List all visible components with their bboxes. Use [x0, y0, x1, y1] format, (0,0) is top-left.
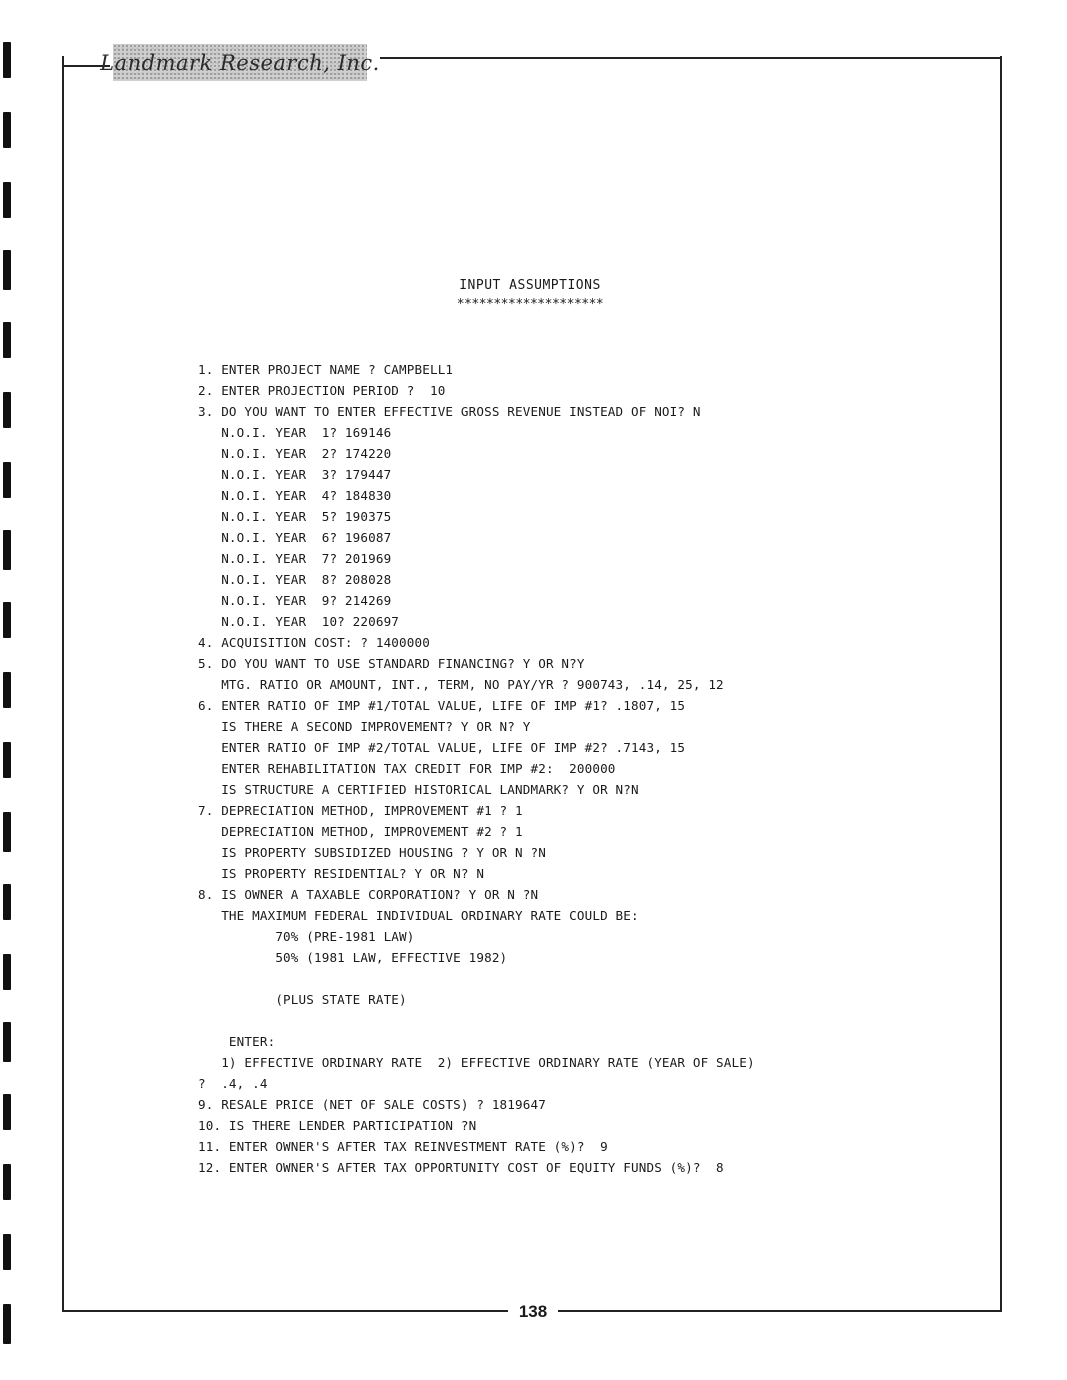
binder-hole [3, 1094, 11, 1130]
assumption-line [198, 968, 755, 989]
binder-hole [3, 1234, 11, 1270]
assumption-line: N.O.I. YEAR 8? 208028 [198, 572, 392, 587]
assumption-line: IS STRUCTURE A CERTIFIED HISTORICAL LANDMARK? Y OR N?N [198, 782, 639, 797]
binder-hole [3, 812, 11, 852]
assumption-line: 1) EFFECTIVE ORDINARY RATE 2) EFFECTIVE ORDINARY RATE (YEAR OF SALE) [198, 1055, 755, 1070]
assumption-line: N.O.I. YEAR 5? 190375 [198, 509, 392, 524]
assumption-line: 4. ACQUISITION COST: ? 1400000 [198, 635, 430, 650]
binder-hole [3, 742, 11, 778]
heading-underline: ******************** [456, 297, 604, 312]
assumption-line: 70% (PRE-1981 LAW) [198, 929, 415, 944]
assumption-line: 12. ENTER OWNER'S AFTER TAX OPPORTUNITY COST OF EQUITY FUNDS (%)? 8 [198, 1160, 724, 1175]
binder-hole [3, 602, 11, 638]
assumption-line: 5. DO YOU WANT TO USE STANDARD FINANCING? Y OR N?Y [198, 656, 585, 671]
logo-text: Landmark Research, Inc. [100, 50, 380, 75]
assumption-line: ENTER RATIO OF IMP #2/TOTAL VALUE, LIFE OF IMP #2? .7143, 15 [198, 740, 686, 755]
assumption-line: N.O.I. YEAR 4? 184830 [198, 488, 392, 503]
binder-hole [3, 112, 11, 148]
assumption-line: 1. ENTER PROJECT NAME ? CAMPBELL1 [198, 362, 454, 377]
assumption-line: N.O.I. YEAR 7? 201969 [198, 551, 392, 566]
assumption-line: ENTER: [198, 1034, 276, 1049]
assumption-line: ENTER REHABILITATION TAX CREDIT FOR IMP #2: 200000 [198, 761, 616, 776]
assumption-line: N.O.I. YEAR 1? 169146 [198, 425, 392, 440]
assumption-line [198, 1010, 755, 1031]
assumption-line: (PLUS STATE RATE) [198, 992, 407, 1007]
binder-hole [3, 462, 11, 498]
company-logo [100, 44, 380, 81]
binder-hole [3, 884, 11, 920]
assumption-line: 10. IS THERE LENDER PARTICIPATION ?N [198, 1118, 477, 1133]
assumption-line: N.O.I. YEAR 9? 214269 [198, 593, 392, 608]
assumption-line: 7. DEPRECIATION METHOD, IMPROVEMENT #1 ? 1 [198, 803, 523, 818]
assumption-line: 6. ENTER RATIO OF IMP #1/TOTAL VALUE, LIFE OF IMP #1? .1807, 15 [198, 698, 686, 713]
assumption-line: 3. DO YOU WANT TO ENTER EFFECTIVE GROSS REVENUE INSTEAD OF NOI? N [198, 404, 701, 419]
assumption-line: 2. ENTER PROJECTION PERIOD ? 10 [198, 383, 446, 398]
assumption-line: 11. ENTER OWNER'S AFTER TAX REINVESTMENT RATE (%)? 9 [198, 1139, 608, 1154]
assumption-line: IS THERE A SECOND IMPROVEMENT? Y OR N? Y [198, 719, 531, 734]
assumption-line: DEPRECIATION METHOD, IMPROVEMENT #2 ? 1 [198, 824, 523, 839]
assumption-line: 50% (1981 LAW, EFFECTIVE 1982) [198, 950, 508, 965]
assumption-line: IS PROPERTY RESIDENTIAL? Y OR N? N [198, 866, 485, 881]
assumption-line: MTG. RATIO OR AMOUNT, INT., TERM, NO PAY/YR ? 900743, .14, 25, 12 [198, 677, 724, 692]
binder-hole [3, 954, 11, 990]
assumption-list [198, 359, 755, 1178]
binder-hole [3, 250, 11, 290]
assumption-line: N.O.I. YEAR 6? 196087 [198, 530, 392, 545]
binder-hole [3, 672, 11, 708]
binder-hole [3, 182, 11, 218]
page-number: 138 [508, 1302, 558, 1322]
frame-top-rule-right [380, 57, 1000, 59]
assumption-line: ? .4, .4 [198, 1076, 268, 1091]
assumption-line: 9. RESALE PRICE (NET OF SALE COSTS) ? 1819647 [198, 1097, 546, 1112]
assumption-line: THE MAXIMUM FEDERAL INDIVIDUAL ORDINARY RATE COULD BE: [198, 908, 639, 923]
binder-hole [3, 1304, 11, 1344]
page-heading: INPUT ASSUMPTIONS [459, 278, 601, 293]
assumption-line: IS PROPERTY SUBSIDIZED HOUSING ? Y OR N ?N [198, 845, 546, 860]
assumption-line: 8. IS OWNER A TAXABLE CORPORATION? Y OR N ?N [198, 887, 539, 902]
binder-hole [3, 392, 11, 428]
binder-hole [3, 1022, 11, 1062]
assumption-line: N.O.I. YEAR 3? 179447 [198, 467, 392, 482]
binder-hole [3, 1164, 11, 1200]
assumption-line: N.O.I. YEAR 10? 220697 [198, 614, 400, 629]
binder-hole [3, 530, 11, 570]
assumption-line: N.O.I. YEAR 2? 174220 [198, 446, 392, 461]
binder-hole [3, 42, 11, 78]
binder-hole [3, 322, 11, 358]
